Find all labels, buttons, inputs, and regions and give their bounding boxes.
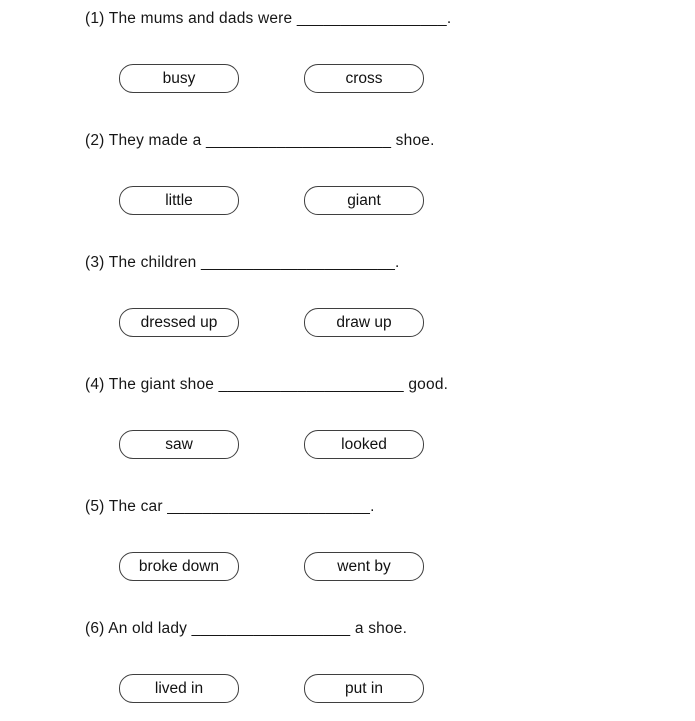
option-looked[interactable]: looked [304, 430, 424, 459]
question-5 [85, 496, 695, 581]
question-6-options-row [119, 674, 695, 703]
option-saw[interactable]: saw [119, 430, 239, 459]
option-lived-in[interactable]: lived in [119, 674, 239, 703]
question-2-text: (2) They made a _____________________ shoe. [85, 132, 435, 149]
question-3 [85, 252, 695, 337]
option-put-in[interactable]: put in [304, 674, 424, 703]
question-2-options-row [119, 186, 695, 215]
question-3-text: (3) The children ______________________. [85, 254, 400, 271]
question-5-options-row [119, 552, 695, 581]
option-busy[interactable]: busy [119, 64, 239, 93]
question-3-options-row [119, 308, 695, 337]
question-4-options-row [119, 430, 695, 459]
question-4 [85, 374, 695, 459]
question-1 [85, 8, 695, 93]
question-6 [85, 618, 695, 703]
option-went-by[interactable]: went by [304, 552, 424, 581]
question-4-text: (4) The giant shoe _____________________ good. [85, 376, 449, 393]
option-cross[interactable]: cross [304, 64, 424, 93]
option-dressed-up[interactable]: dressed up [119, 308, 239, 337]
option-broke-down[interactable]: broke down [119, 552, 239, 581]
option-giant[interactable]: giant [304, 186, 424, 215]
question-5-text: (5) The car _______________________. [85, 498, 375, 515]
question-2 [85, 130, 695, 215]
question-6-text: (6) An old lady __________________ a shoe. [85, 620, 408, 637]
question-1-text: (1) The mums and dads were _________________. [85, 10, 452, 27]
question-1-options-row [119, 64, 695, 93]
option-little[interactable]: little [119, 186, 239, 215]
option-draw-up[interactable]: draw up [304, 308, 424, 337]
